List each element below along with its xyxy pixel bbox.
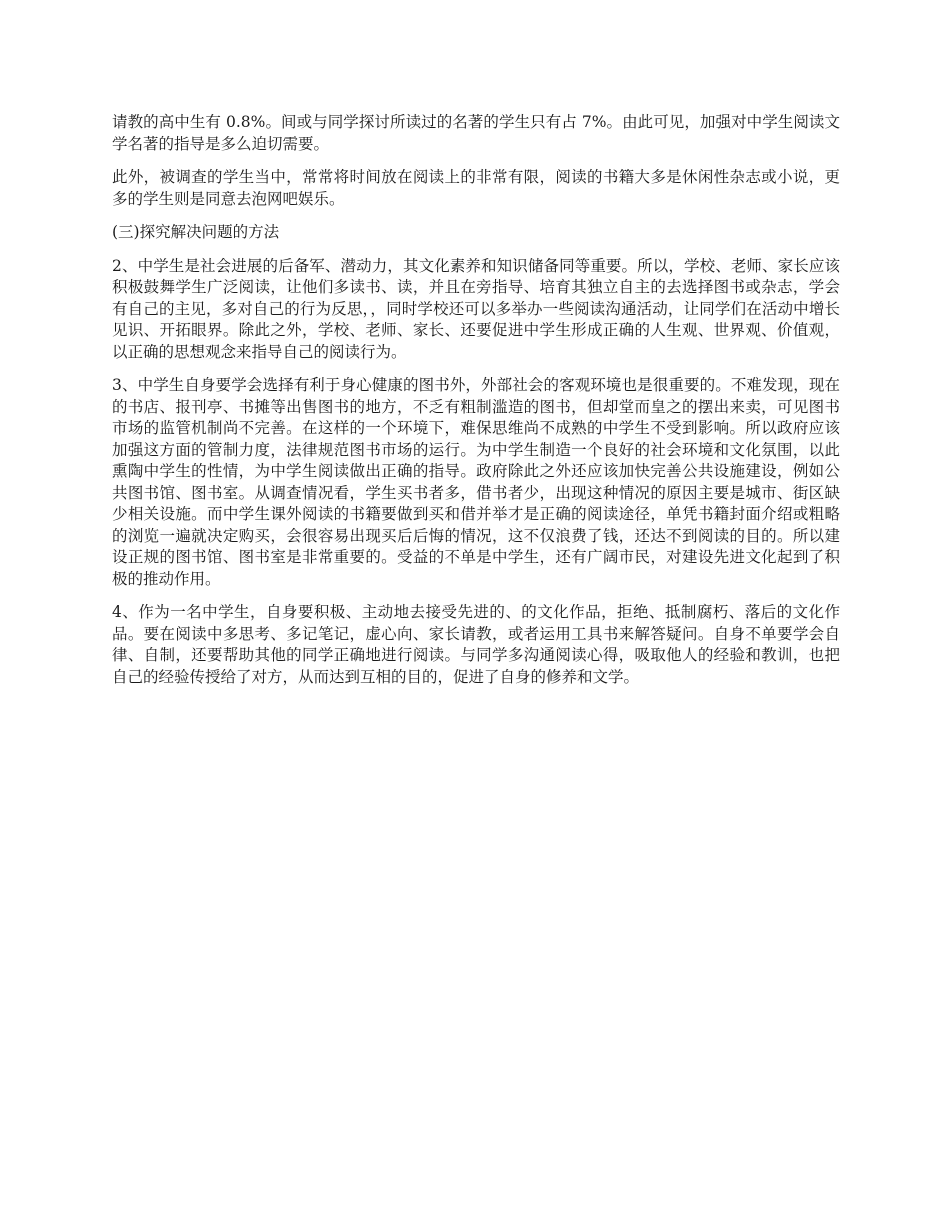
section-heading: (三)探究解决问题的方法 — [112, 223, 280, 241]
paragraph-survey-stats: 请教的高中生有 0.8%。间或与同学探讨所读过的名著的学生只有占 7%。由此可见，加强对中学生阅读文学名著的指导是多么迫切需要。 — [112, 113, 840, 153]
paragraph-point-4: 4、作为一名中学生，自身要积极、主动地去接受先进的、的文化作品，拒绝、抵制腐朽、落后的文化作品。要在阅读中多思考、多记笔记，虚心向、家长请教，或者运用工具书来解答疑问。自身不单要学会自律、自制，还要帮助其他的同学正确地进行阅读。与同学多沟通阅读心得，吸取他人的经验和教训，也把自己的经验传授给了对方，从而达到互相的目的，促进了自身的修养和文学。 — [112, 603, 840, 686]
document-body — [112, 112, 840, 700]
paragraph-reading-habits: 此外，被调查的学生当中，常常将时间放在阅读上的非常有限，阅读的书籍大多是休闲性杂志或小说，更多的学生则是同意去泡网吧娱乐。 — [112, 168, 840, 208]
paragraph-point-2: 2、中学生是社会进展的后备军、潜动力，其文化素养和知识储备同等重要。所以，学校、老师、家长应该积极鼓舞学生广泛阅读，让他们多读书、读，并且在旁指导、培育其独立自主的去选择图书或杂志，学会有自己的主见，多对自己的行为反思，，同时学校还可以多举办一些阅读沟通活动，让同学们在活动中增长见识、开拓眼界。除此之外，学校、老师、家长、还要促进中学生形成正确的人生观、世界观、价值观，以正确的思想观念来指导自己的阅读行为。 — [112, 256, 840, 361]
paragraph-point-3: 3、中学生自身要学会选择有利于身心健康的图书外，外部社会的客观环境也是很重要的。不难发现，现在的书店、报刊亭、书摊等出售图书的地方，不乏有粗制滥造的图书，但却堂而皇之的摆出来卖，可见图书市场的监管机制尚不完善。在这样的一个环境下，难保思维尚不成熟的中学生不受到影响。所以政府应该加强这方面的管制力度，法律规范图书市场的运行。为中学生制造一个良好的社会环境和文化氛围，以此熏陶中学生的性情，为中学生阅读做出正确的指导。政府除此之外还应该加快完善公共设施建设，例如公共图书馆、图书室。从调查情况看，学生买书者多，借书者少，出现这种情况的原因主要是城市、街区缺少相关设施。而中学生课外阅读的书籍要做到买和借并举才是正确的阅读途径，单凭书籍封面介绍或粗略的浏览一遍就决定购买，会很容易出现买后后悔的情况，这不仅浪费了钱，还达不到阅读的目的。所以建设正规的图书馆、图书室是非常重要的。受益的不单是中学生，还有广阔市民，对建设先进文化起到了积极的推动作用。 — [112, 376, 840, 588]
